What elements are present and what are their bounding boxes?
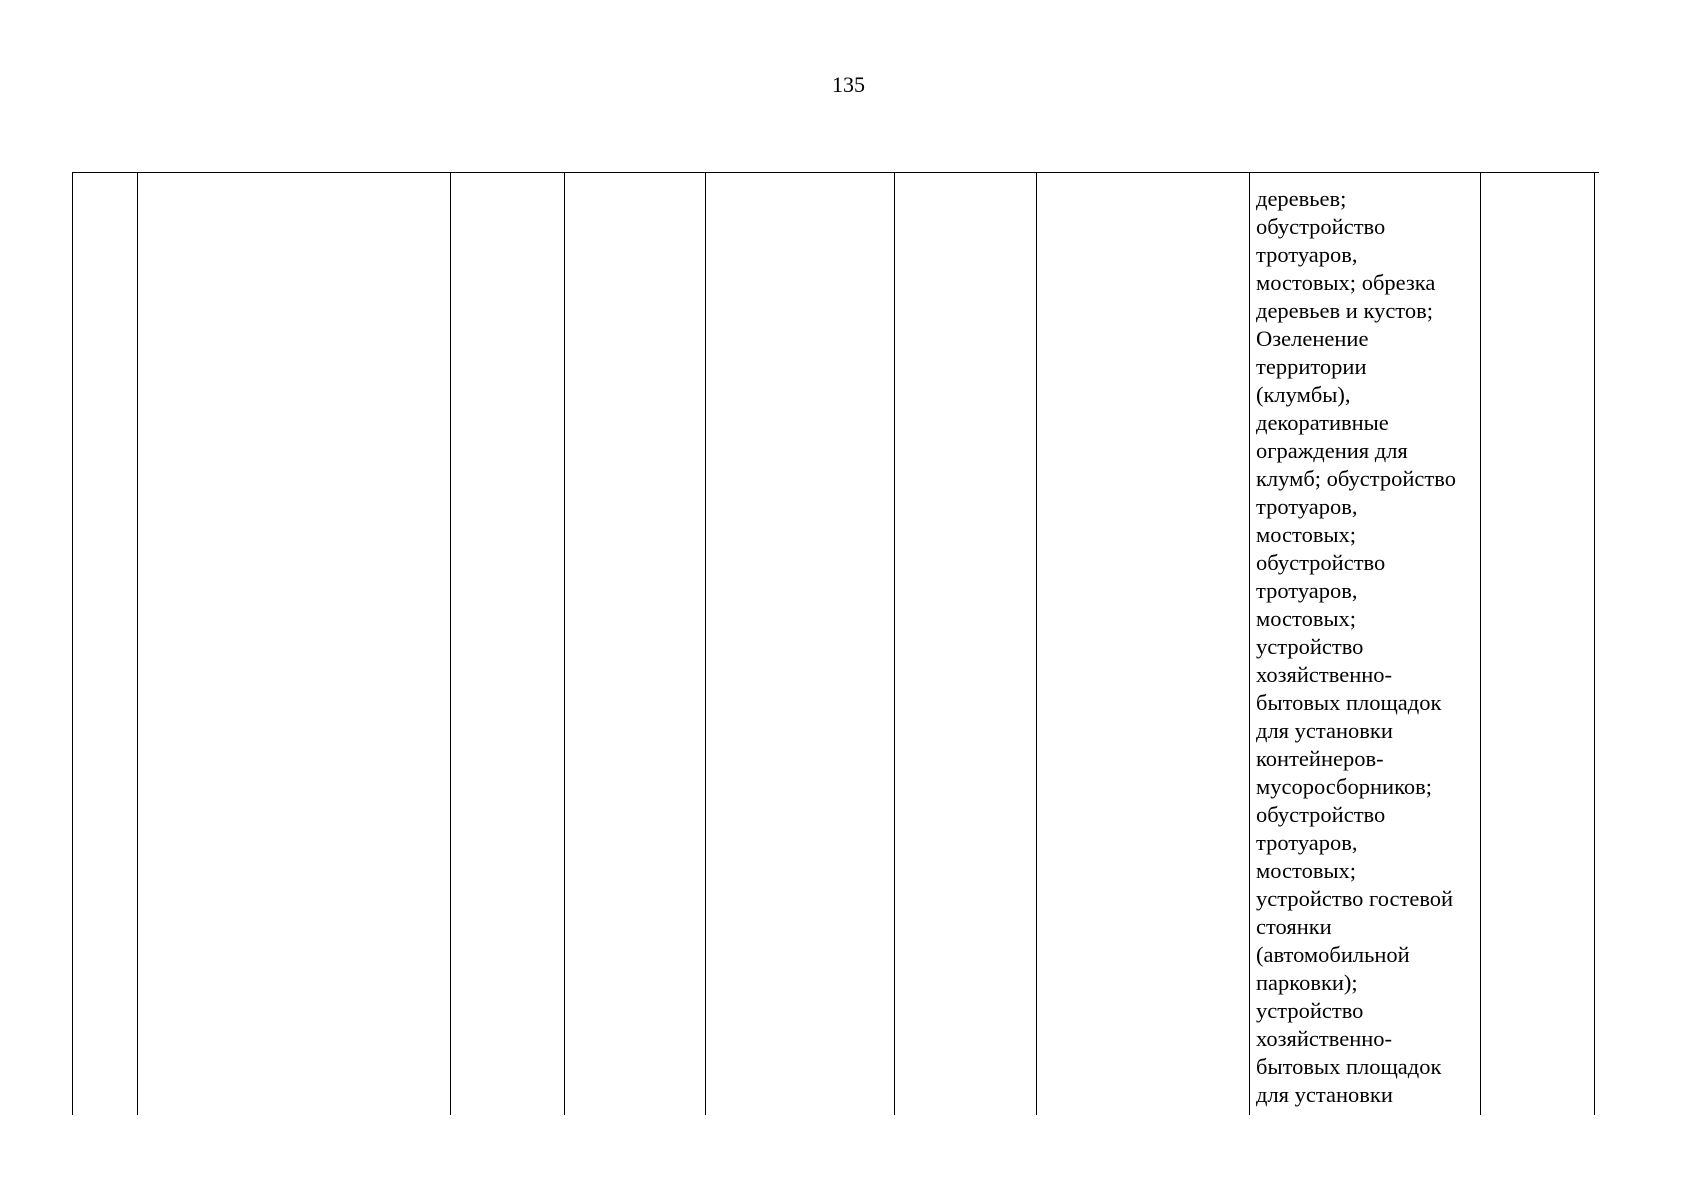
table-column-border bbox=[564, 173, 565, 1115]
table-column-border bbox=[1249, 173, 1250, 1115]
page-number: 135 bbox=[832, 72, 865, 97]
table-column-border bbox=[894, 173, 895, 1115]
table-column-border bbox=[72, 173, 73, 1115]
table-column-border bbox=[705, 173, 706, 1115]
table-cell-works-description: деревьев; обустройство тротуаров, мостовых; обрезка деревьев и кустов; Озеленение территории (клумбы), декоративные ограждения для клумб; обустройство тротуаров, мостовых; обустройство тротуаров, мостовых; устройство хозяйственно- бытовых площадок для установки контейнеров- мусоросборников; обустройство тротуаров, мостовых; устройство гостевой стоянки (автомобильной парковки); устройство хозяйственно- бытовых площадок для установки bbox=[1256, 186, 1456, 1107]
table-column-border bbox=[1036, 173, 1037, 1115]
table-column-border bbox=[1480, 173, 1481, 1115]
table-column-border bbox=[450, 173, 451, 1115]
table-column-border bbox=[1594, 173, 1595, 1115]
table bbox=[72, 172, 1599, 1115]
table-column-border bbox=[137, 173, 138, 1115]
